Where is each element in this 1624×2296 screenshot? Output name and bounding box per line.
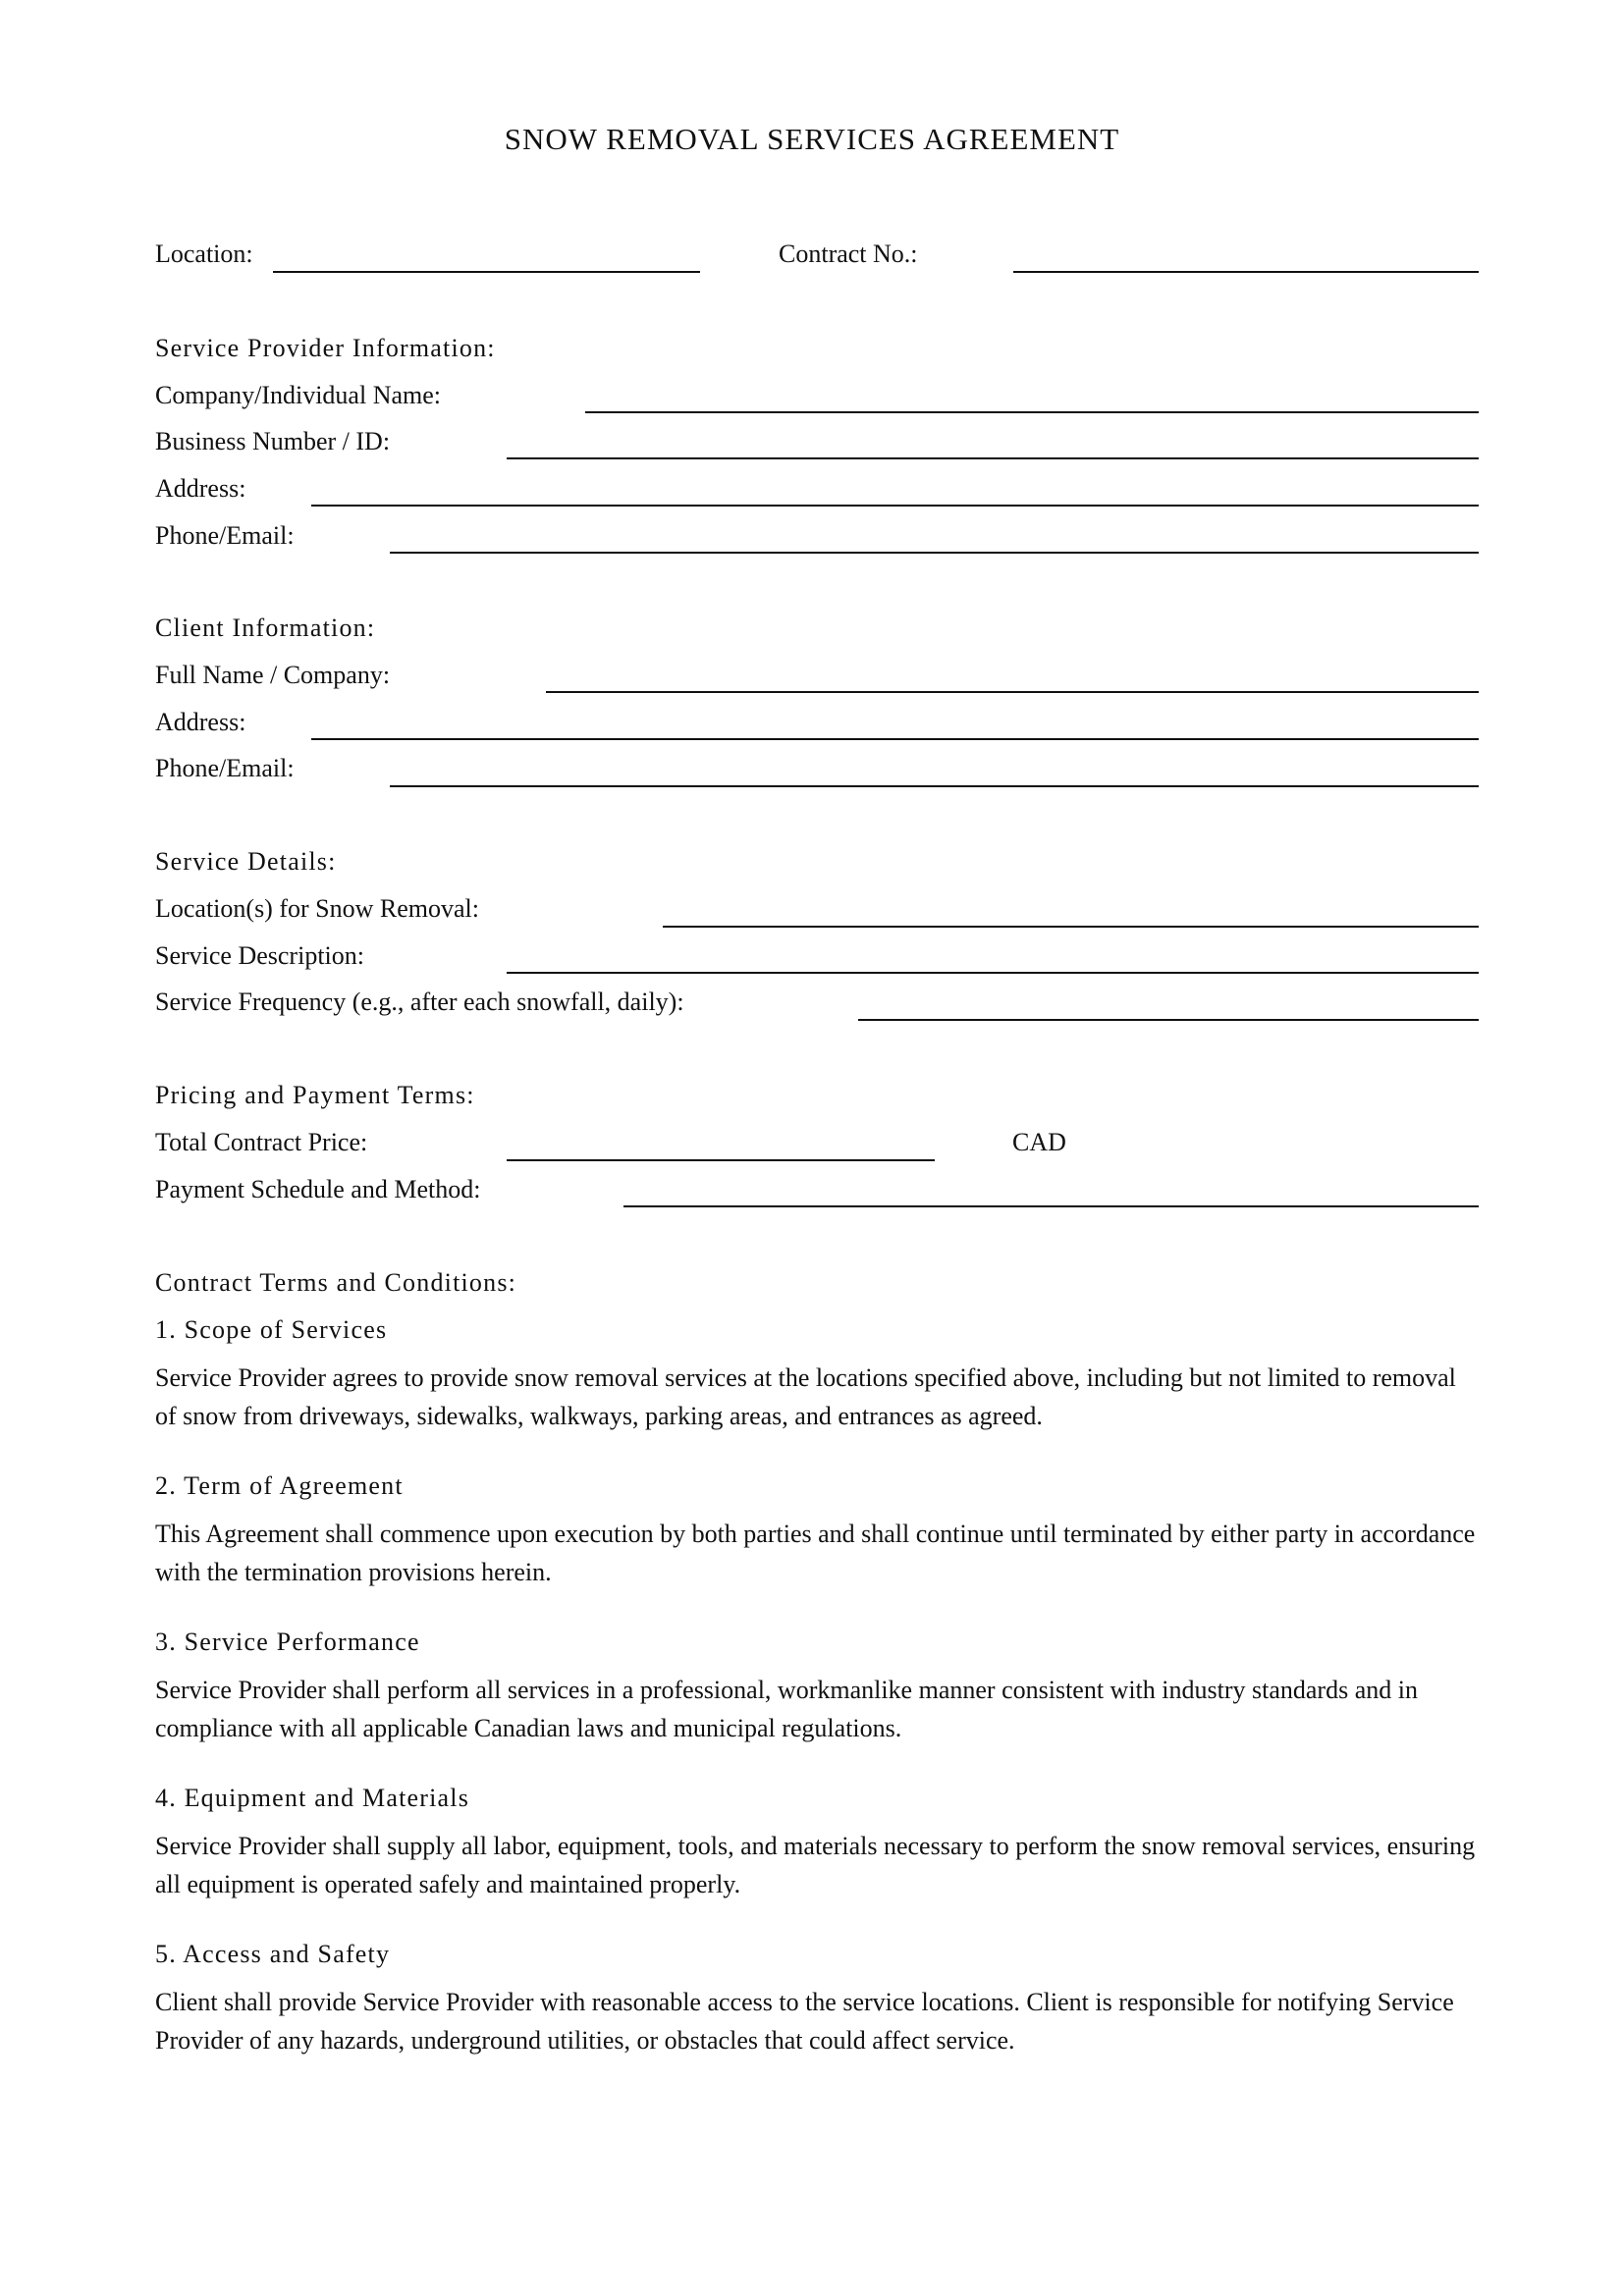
provider-heading: Service Provider Information:	[155, 334, 496, 362]
document-title: SNOW REMOVAL SERVICES AGREEMENT	[504, 122, 1120, 156]
contract-no-label: Contract No.:	[779, 240, 918, 268]
currency-label: CAD	[1012, 1128, 1066, 1156]
client-heading: Client Information:	[155, 614, 376, 642]
clause-title: 4. Equipment and Materials	[155, 1784, 470, 1812]
contract-no-field[interactable]	[1013, 271, 1479, 273]
clause-text: Service Provider agrees to provide snow removal services at the locations specified above, including but not limited to removal of snow from driveways, sidewalks, walkways, parking areas, and entrances as agreed.	[155, 1363, 1456, 1430]
provider-name-field[interactable]	[585, 411, 1479, 413]
clause-text: Service Provider shall perform all services in a professional, workmanlike manner consistent with industry standards and in compliance with all applicable Canadian laws and municipal regulations.	[155, 1676, 1418, 1742]
client-address-field[interactable]	[311, 738, 1479, 740]
provider-business-field[interactable]	[507, 457, 1479, 459]
service-description-label: Service Description:	[155, 941, 364, 970]
client-name-label: Full Name / Company:	[155, 661, 391, 689]
clause-text: Service Provider shall supply all labor, equipment, tools, and materials necessary to perform the snow removal services, ensuring all equipment is operated safely and maintained properly.	[155, 1832, 1476, 1898]
client-address-label: Address:	[155, 708, 246, 736]
provider-contact-field[interactable]	[390, 552, 1479, 554]
payment-schedule-label: Payment Schedule and Method:	[155, 1175, 481, 1203]
clause-title: 3. Service Performance	[155, 1628, 420, 1656]
provider-address-label: Address:	[155, 474, 246, 503]
clause-title: 2. Term of Agreement	[155, 1471, 404, 1500]
provider-address-field[interactable]	[311, 505, 1479, 507]
total-price-label: Total Contract Price:	[155, 1128, 368, 1156]
payment-schedule-field[interactable]	[623, 1205, 1479, 1207]
total-price-field[interactable]	[507, 1159, 935, 1161]
clause-title: 1. Scope of Services	[155, 1315, 388, 1344]
service-frequency-field[interactable]	[858, 1019, 1479, 1021]
provider-business-label: Business Number / ID:	[155, 427, 391, 455]
clause-text: Client shall provide Service Provider with reasonable access to the service locations. Client is responsible for notifying Service Provider of any hazards, underground utilities, or obstacles that could affect service.	[155, 1988, 1454, 2055]
provider-name-label: Company/Individual Name:	[155, 381, 442, 409]
clause-title: 5. Access and Safety	[155, 1940, 391, 1968]
service-description-field[interactable]	[507, 972, 1479, 974]
service-locations-field[interactable]	[663, 926, 1479, 928]
service-heading: Service Details:	[155, 847, 337, 876]
client-name-field[interactable]	[546, 691, 1479, 693]
location-field[interactable]	[273, 271, 700, 273]
client-contact-field[interactable]	[390, 785, 1479, 787]
clause-text: This Agreement shall commence upon execution by both parties and shall continue until terminated by either party in accordance with the termination provisions herein.	[155, 1520, 1476, 1586]
service-frequency-label: Service Frequency (e.g., after each snowfall, daily):	[155, 988, 684, 1016]
service-locations-label: Location(s) for Snow Removal:	[155, 894, 479, 923]
client-contact-label: Phone/Email:	[155, 754, 295, 782]
pricing-heading: Pricing and Payment Terms:	[155, 1081, 475, 1109]
location-label: Location:	[155, 240, 253, 268]
terms-heading: Contract Terms and Conditions:	[155, 1268, 517, 1297]
provider-contact-label: Phone/Email:	[155, 521, 295, 550]
